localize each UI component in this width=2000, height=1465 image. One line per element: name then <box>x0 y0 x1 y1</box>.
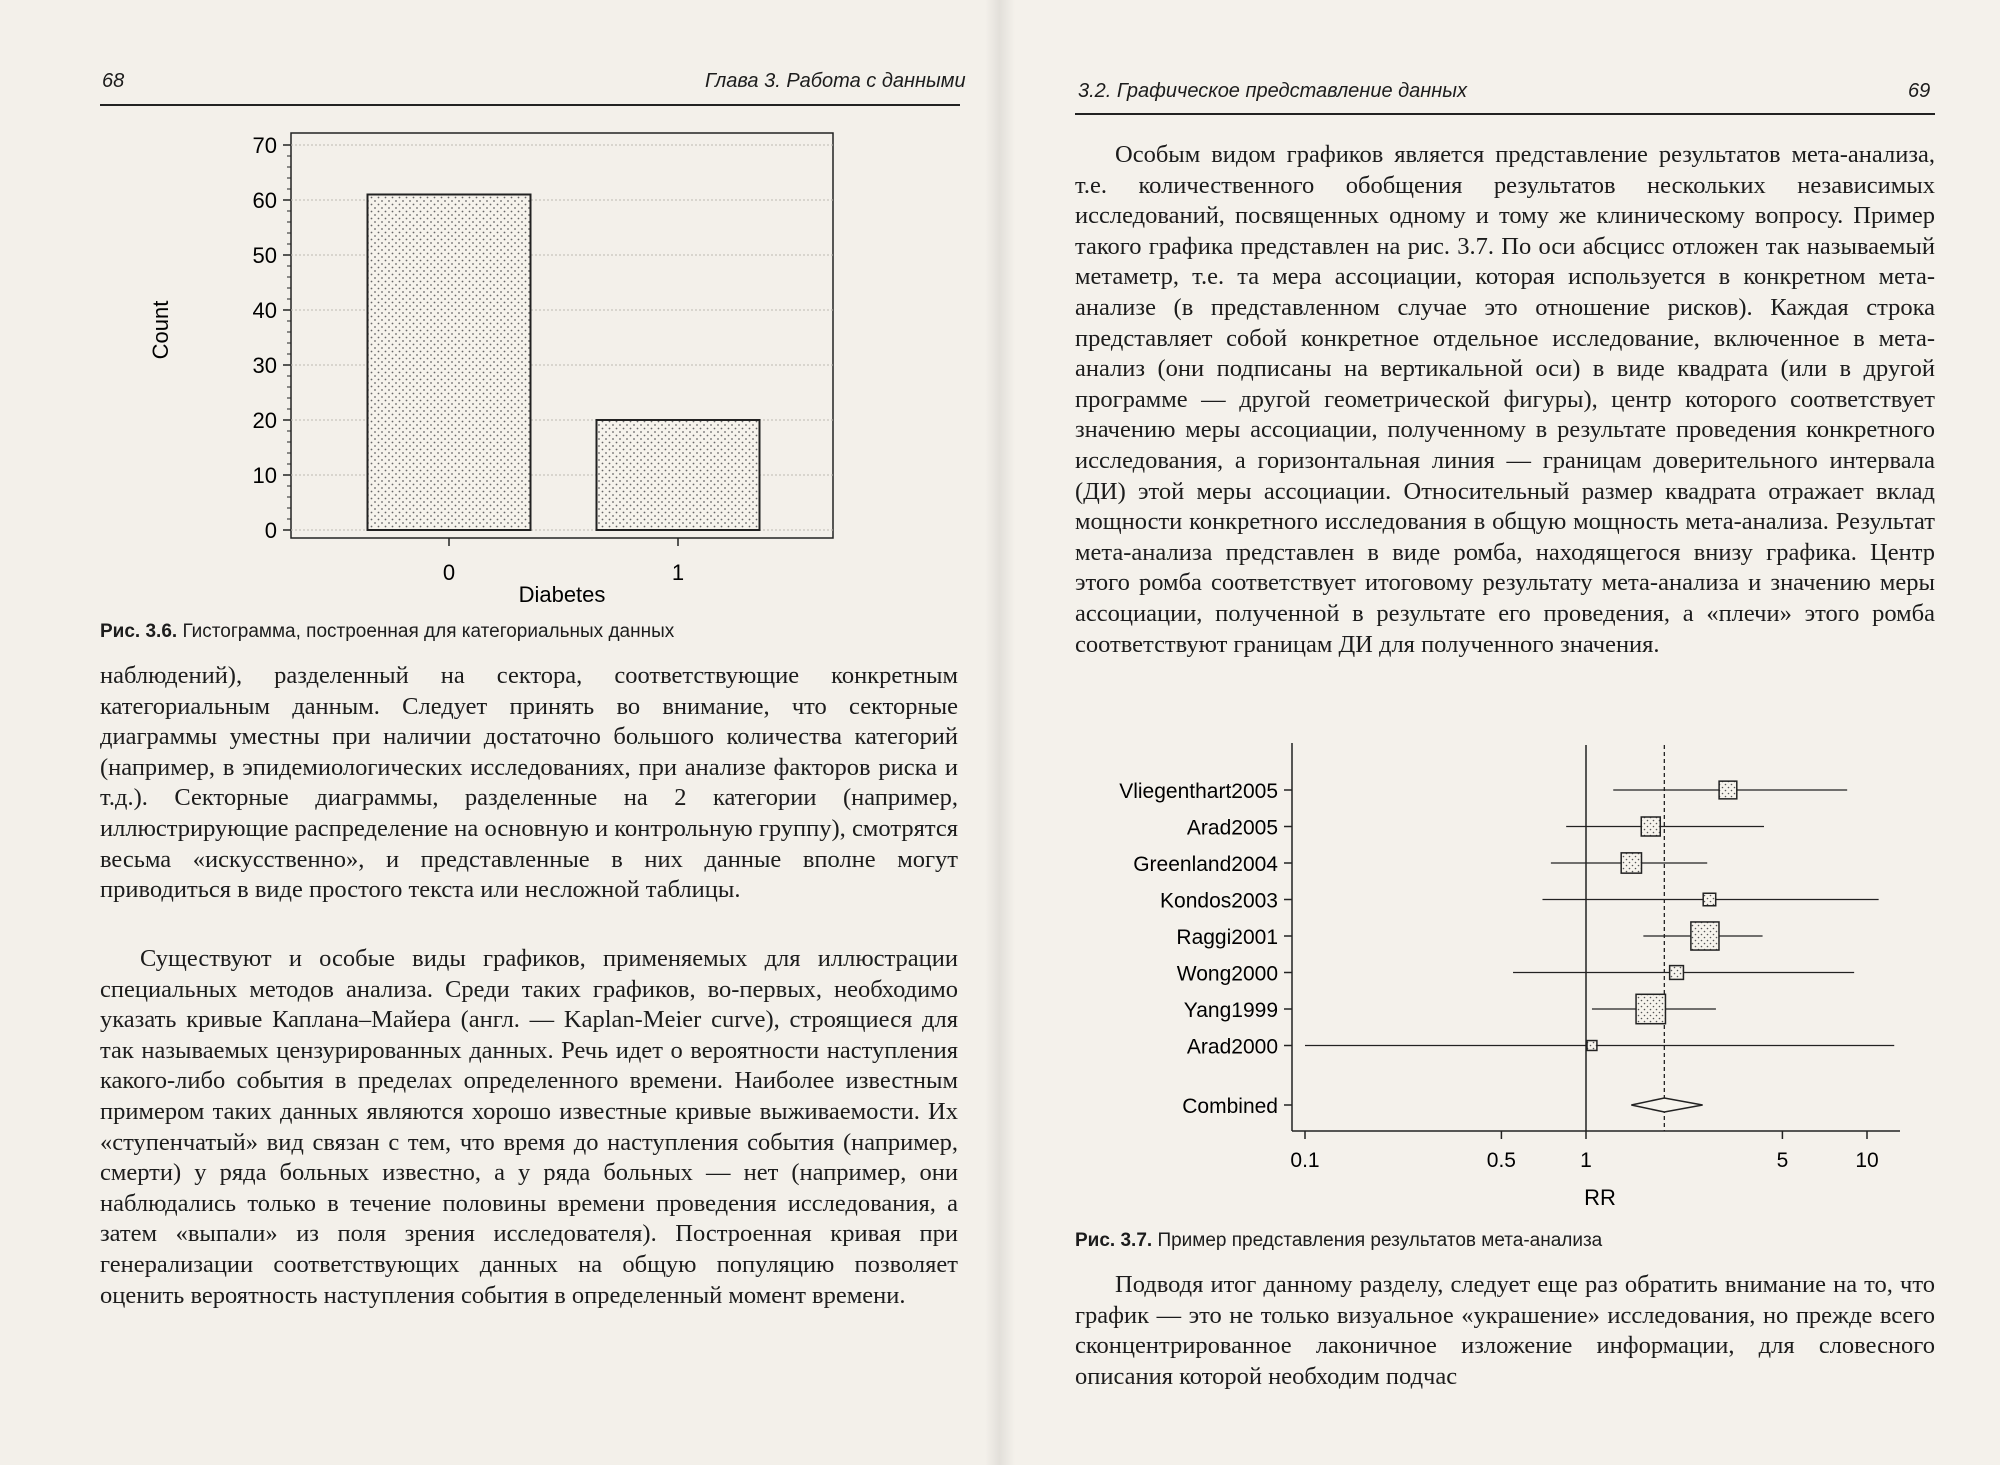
figure-label: Рис. 3.7. <box>1075 1230 1153 1251</box>
y-axis-label: Count <box>148 300 173 360</box>
y-tick-label: 50 <box>252 243 277 268</box>
combined-diamond <box>1631 1098 1702 1112</box>
bar-1 <box>597 420 760 530</box>
y-tick-label: 40 <box>252 298 277 323</box>
figure-caption-text: Пример представления результатов мета-анализа <box>1157 1230 1603 1251</box>
study-label: Wong2000 <box>1176 962 1278 986</box>
study-marker <box>1703 893 1716 906</box>
x-tick-label: 0.5 <box>1486 1149 1517 1172</box>
x-tick-label: 0 <box>442 560 456 585</box>
study-label: Kondos2003 <box>1160 889 1278 913</box>
running-head-left: Глава 3. Работа с данными <box>705 70 966 92</box>
right-paragraph-1: Особым видом графиков является представление результатов мета-анализа, т.е. количественного обобщения результатов нескольких независимых исследований, посвященных одному и тому же клиническому вопросу. Пример такого графика представлен на рис. 3.7. По оси абсцисс отложен так называемый метаметр, т.е. та мера ассоциации, которая используется в конкретном мета-анализе (в представленном случае это отношение рисков). Каждая строка представляет собой конкретное отдельное исследование, включенное в мета-анализ (они подписаны на вертикальной оси) в виде квадрата (или в другой программе — другой геометрической фигуры), центр которого соответствует значению меры ассоциации, полученному в результате проведения конкретного исследования, а горизонтальная линия — границам доверительного интервала (ДИ) этой меры ассоциации. Относительный размер квадрата отражает вклад мощности конкретного исследования в общую мощность мета-анализа. Результат мета-анализа представлен в виде ромба, находящегося внизу графика. Центр этого ромба соответствует итоговому результату мета-анализа и значению меры ассоциации, полученной в результате его проведения, а «плечи» этого ромба соответствуют границам ДИ для полученного значения. <box>1075 141 1935 658</box>
figure-caption-text: Гистограмма, построенная для категориальных данных <box>182 621 675 642</box>
study-label: Vliegenthart2005 <box>1119 780 1278 803</box>
running-head-right: 3.2. Графическое представление данных <box>1078 80 1468 102</box>
x-axis-label: RR <box>1584 1185 1616 1210</box>
y-tick-label: 10 <box>252 463 277 488</box>
study-marker <box>1719 781 1737 799</box>
study-marker <box>1636 994 1665 1023</box>
bar-0 <box>368 195 531 531</box>
y-tick-label: 60 <box>252 188 277 213</box>
study-marker <box>1621 853 1641 873</box>
page-number-left: 68 <box>102 70 125 92</box>
study-label: Yang1999 <box>1183 999 1278 1022</box>
right-paragraph-2: Подводя итог данному разделу, следует еще раз обратить внимание на то, что график — это не только визуальное «украшение» исследования, но прежде всего сконцентрированное лаконичное изложение информации, для словесного описания которой необходим подчас <box>1075 1271 1935 1390</box>
histogram-chart <box>100 115 980 635</box>
header-rule-left <box>100 104 960 106</box>
x-tick-label: 0.1 <box>1290 1149 1320 1172</box>
left-paragraph-1: наблюдений), разделенный на сектора, соответствующие конкретным категориальным данным. Следует принять во внимание, что секторные диаграммы уместны при наличии достаточно большого количества категорий (например, в эпидемиологических исследованиях, при анализе факторов риска и т.д.). Секторные диаграммы, разделенные на 2 категории (например, иллюстрирующие распределение на основную и контрольную группу), смотрятся весьма «искусственно», и представленные в них данные вполне могут приводиться в виде простого текста или несложной таблицы. <box>100 662 958 904</box>
page-number-right: 69 <box>1908 80 1931 102</box>
study-marker <box>1670 966 1684 980</box>
y-tick-label: 30 <box>252 353 277 378</box>
x-axis-label: Diabetes <box>518 582 606 607</box>
y-tick-label: 0 <box>264 518 277 543</box>
study-label: Greenland2004 <box>1133 853 1278 876</box>
x-tick-label: 5 <box>1776 1149 1789 1172</box>
left-paragraph-2: Существуют и особые виды графиков, применяемых для иллюстрации специальных методов анализа. Среди таких графиков, во-первых, необходимо указать кривые Каплана–Майера (англ. — Kaplan-Meier curve), строящиеся для так называемых цензурированных данных. Речь идет о вероятности наступления какого-либо события в пределах определенного времени. Наиболее известным примером таких данных являются хорошо известные кривые выживаемости. Их «ступенчатый» вид связан с тем, что время до наступления события (например, смерти) у ряда больных известно, а у ряда больных — нет (например, они наблюдались только в течение половины времени проведения исследования, а затем «выпали» из поля зрения исследователя). Построенная кривая при генерализации соответствующих данных на общую популяцию позволяет оценить вероятность наступления события в определенный момент времени. <box>100 945 958 1309</box>
study-label: Arad2000 <box>1186 1035 1278 1059</box>
study-marker <box>1641 817 1660 836</box>
study-marker <box>1691 922 1719 950</box>
x-tick-label: 1 <box>1580 1149 1592 1172</box>
study-marker <box>1587 1041 1597 1051</box>
y-tick-label: 70 <box>252 133 277 158</box>
header-rule-right <box>1075 113 1935 115</box>
figure-caption-3-6 <box>100 621 674 643</box>
figure-caption-3-7 <box>1075 1230 1602 1252</box>
y-tick-label: 20 <box>252 408 277 433</box>
figure-label: Рис. 3.6. <box>100 621 178 642</box>
combined-label: Combined <box>1182 1095 1278 1118</box>
book-gutter <box>985 0 1015 1465</box>
x-tick-label: 10 <box>1855 1149 1879 1172</box>
study-label: Arad2005 <box>1186 816 1278 840</box>
x-tick-label: 1 <box>671 560 685 585</box>
study-label: Raggi2001 <box>1176 926 1278 949</box>
forest-plot <box>1070 735 1980 1235</box>
